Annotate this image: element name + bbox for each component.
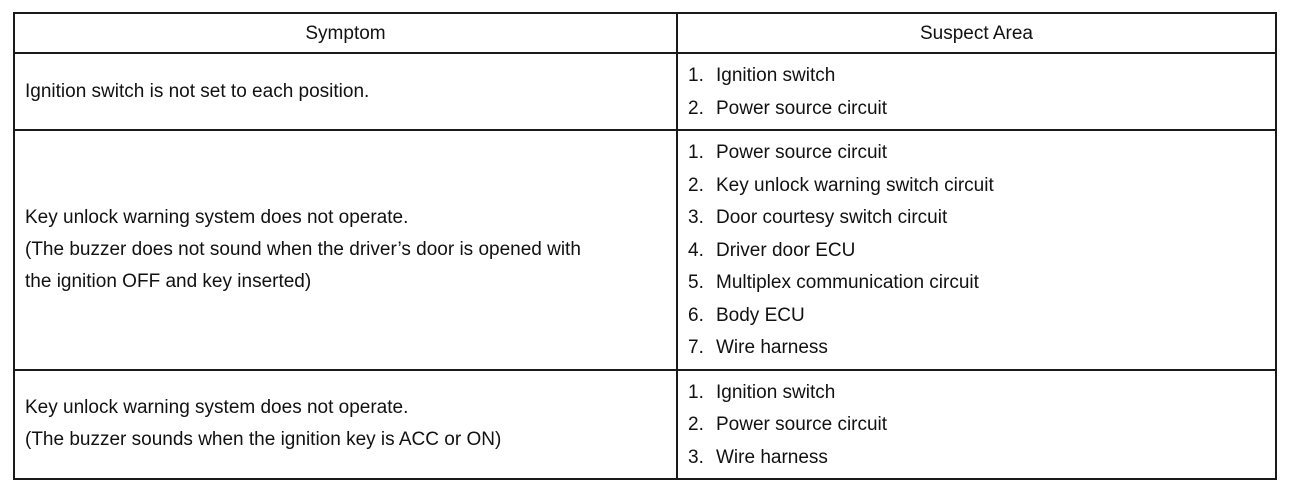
item-text: Ignition switch bbox=[716, 65, 836, 86]
item-number: 2. bbox=[688, 414, 704, 435]
list-item bbox=[688, 377, 1265, 410]
item-text: Door courtesy switch circuit bbox=[716, 207, 948, 228]
symptom-text: (The buzzer does not sound when the driver’s door is opened with bbox=[25, 238, 581, 260]
list-item bbox=[688, 93, 1265, 126]
symptom-text: Key unlock warning system does not operate. bbox=[25, 397, 409, 419]
item-number: 2. bbox=[688, 97, 704, 119]
symptom-cell bbox=[14, 53, 677, 130]
list-item bbox=[688, 332, 1265, 365]
troubleshooting-table-container bbox=[13, 12, 1275, 480]
item-text: Wire harness bbox=[716, 337, 828, 358]
suspect-area-cell bbox=[677, 53, 1276, 130]
item-number: 1. bbox=[688, 65, 704, 86]
table-row bbox=[14, 53, 1276, 130]
list-item bbox=[688, 137, 1265, 170]
symptom-cell bbox=[14, 370, 677, 480]
item-number: 3. bbox=[688, 446, 704, 468]
item-text: Ignition switch bbox=[716, 381, 836, 403]
item-number: 5. bbox=[688, 272, 704, 293]
troubleshooting-table bbox=[13, 12, 1277, 480]
item-text: Multiplex communication circuit bbox=[716, 272, 979, 293]
item-number: 1. bbox=[688, 142, 704, 163]
list-item bbox=[688, 170, 1265, 203]
suspect-area-cell bbox=[677, 130, 1276, 370]
item-number: 3. bbox=[688, 207, 704, 228]
symptom-text: Ignition switch is not set to each position. bbox=[25, 80, 370, 102]
suspect-area-list bbox=[688, 60, 1265, 125]
item-number: 4. bbox=[688, 239, 704, 261]
item-text: Wire harness bbox=[716, 446, 828, 468]
list-item bbox=[688, 442, 1265, 475]
suspect-area-header: Suspect Area bbox=[677, 13, 1276, 53]
suspect-area-cell bbox=[677, 370, 1276, 480]
item-text: Power source circuit bbox=[716, 97, 888, 119]
list-item bbox=[688, 409, 1265, 442]
table-row bbox=[14, 130, 1276, 370]
item-text: Key unlock warning switch circuit bbox=[716, 174, 994, 196]
symptom-cell bbox=[14, 130, 677, 370]
list-item bbox=[688, 267, 1265, 300]
item-number: 1. bbox=[688, 381, 704, 403]
symptom-text: Key unlock warning system does not operate. bbox=[25, 206, 409, 228]
table-row bbox=[14, 370, 1276, 480]
suspect-area-list bbox=[688, 137, 1265, 365]
item-text: Driver door ECU bbox=[716, 239, 856, 261]
item-number: 2. bbox=[688, 174, 704, 196]
item-text: Power source circuit bbox=[716, 414, 888, 435]
list-item bbox=[688, 235, 1265, 268]
item-text: Body ECU bbox=[716, 304, 805, 326]
suspect-area-list bbox=[688, 377, 1265, 475]
symptom-text: the ignition OFF and key inserted) bbox=[25, 270, 312, 292]
list-item bbox=[688, 202, 1265, 235]
list-item bbox=[688, 300, 1265, 333]
symptom-text: (The buzzer sounds when the ignition key is ACC or ON) bbox=[25, 429, 502, 451]
item-number: 6. bbox=[688, 304, 704, 326]
header-row bbox=[14, 13, 1276, 53]
symptom-header: Symptom bbox=[14, 13, 677, 53]
list-item bbox=[688, 60, 1265, 93]
item-text: Power source circuit bbox=[716, 142, 888, 163]
item-number: 7. bbox=[688, 337, 704, 358]
